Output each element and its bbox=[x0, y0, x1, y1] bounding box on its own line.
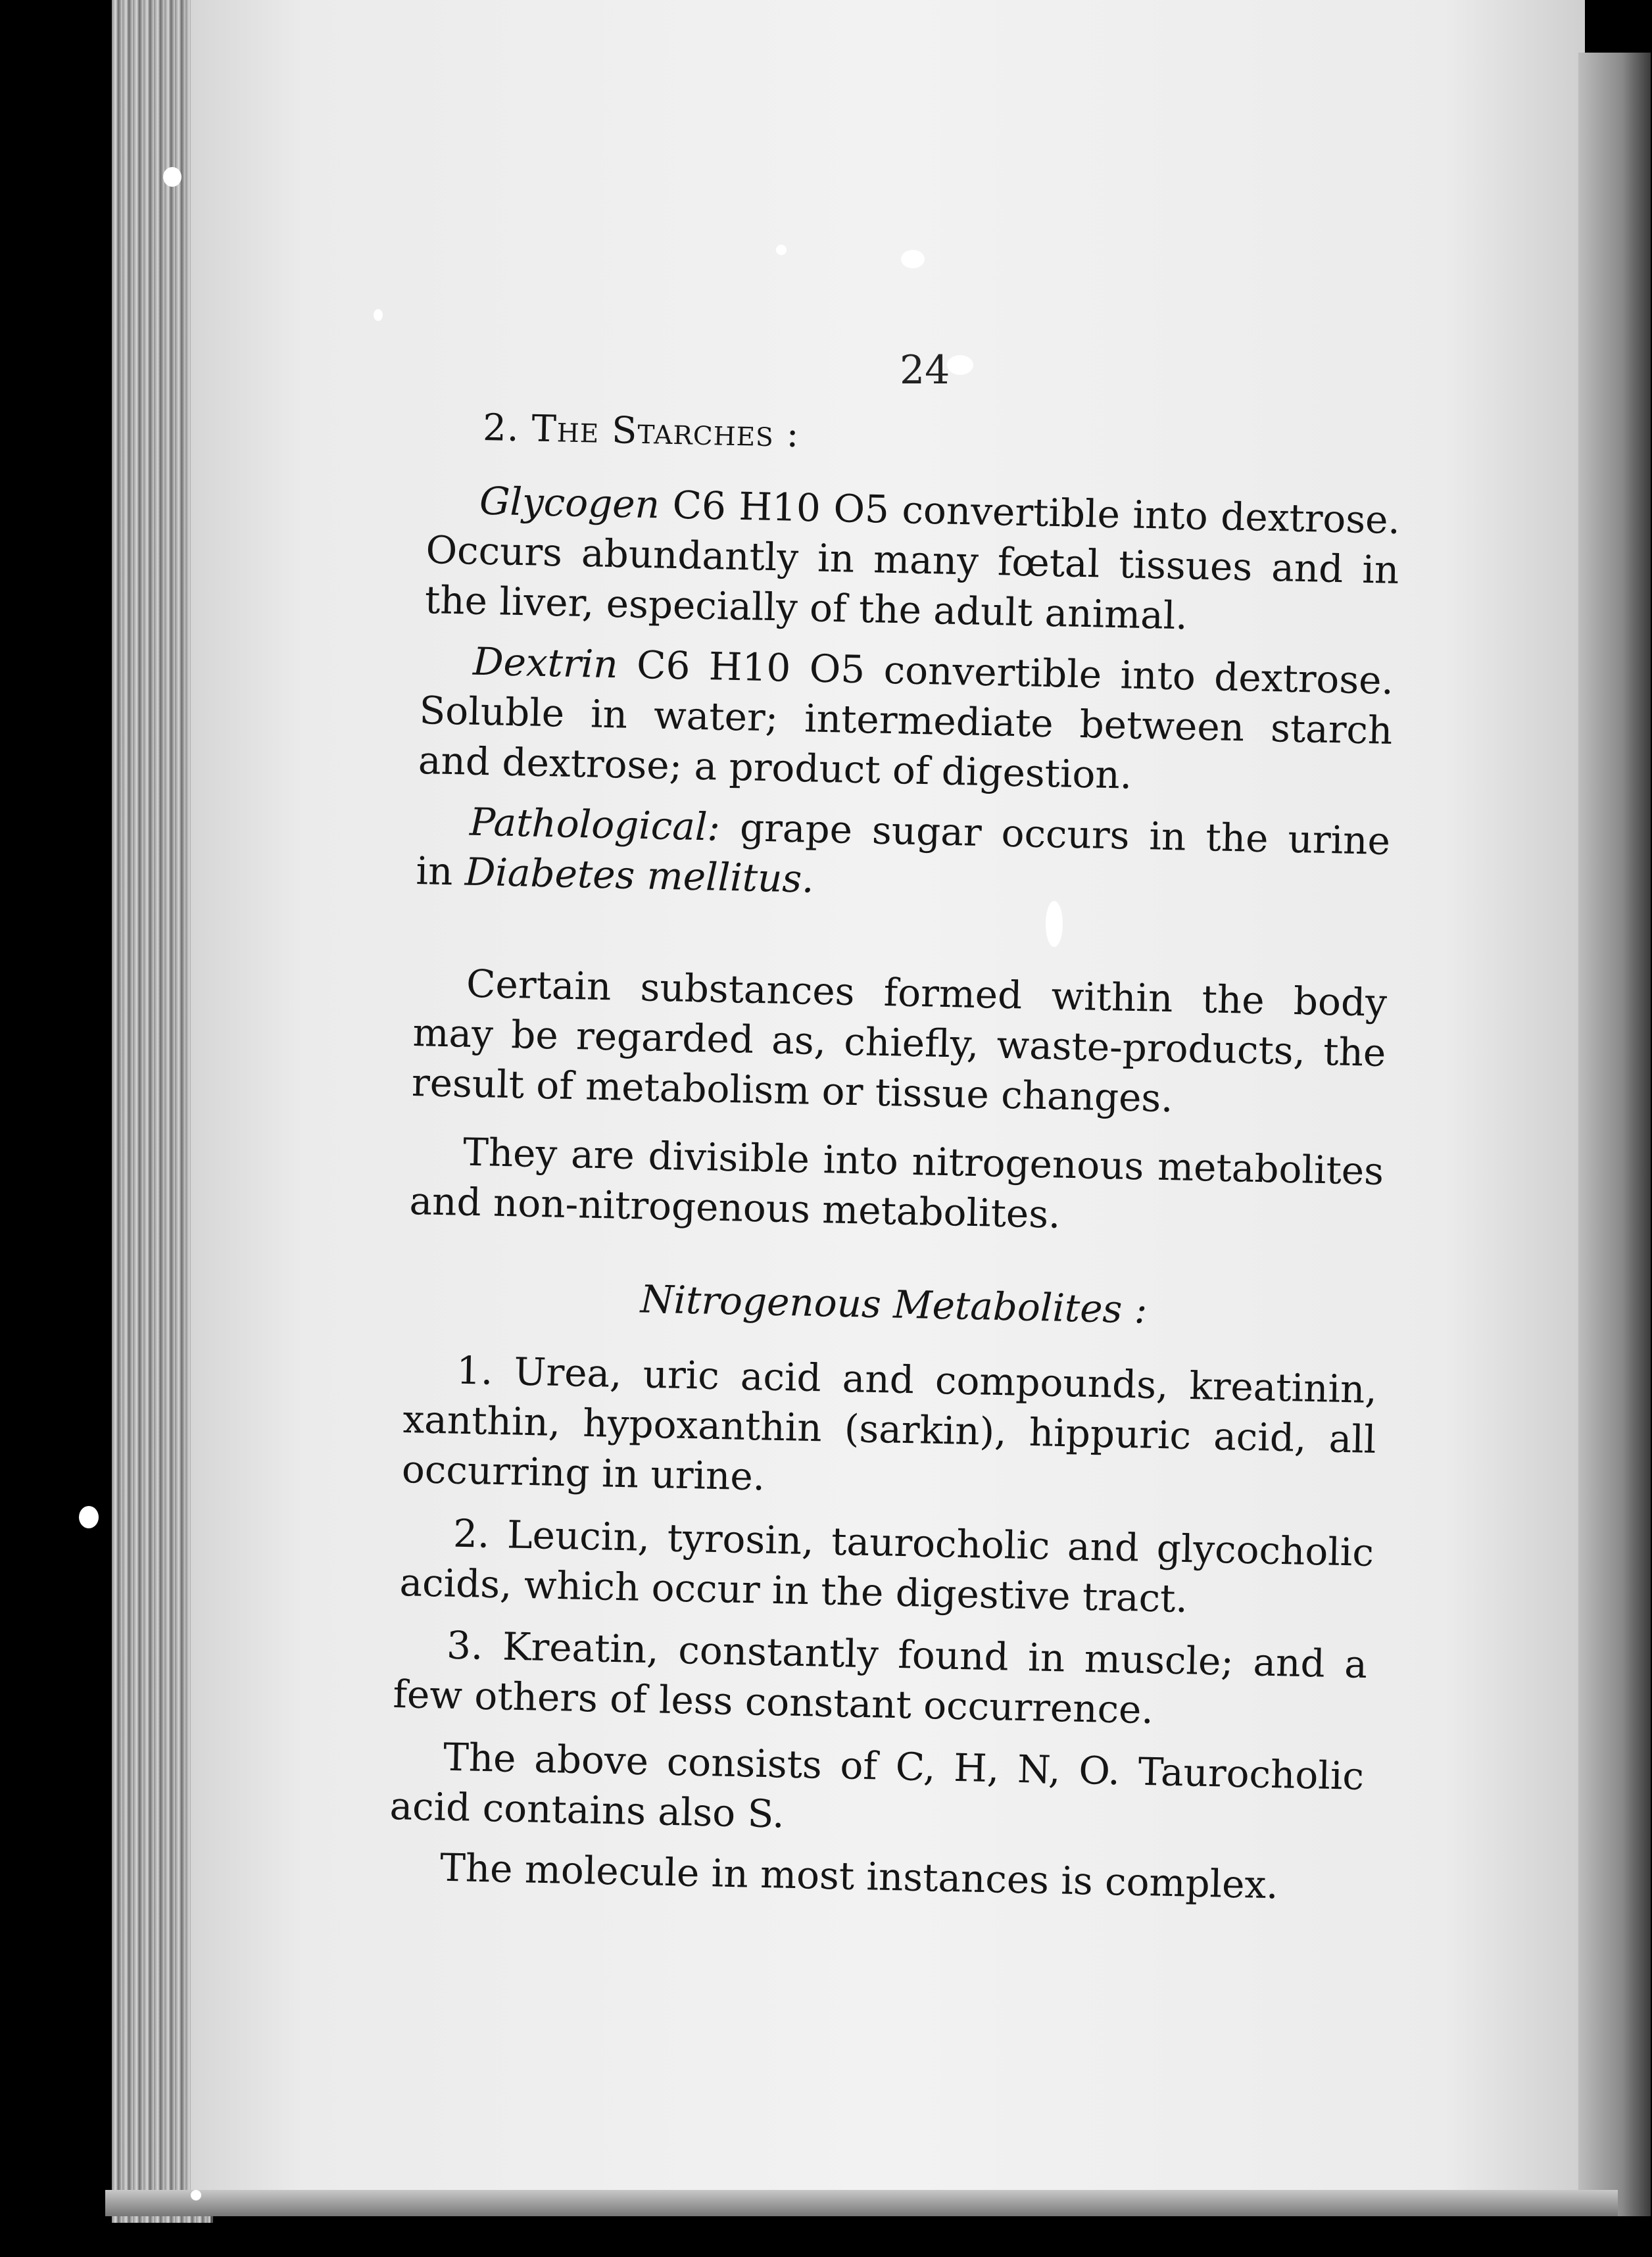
glycogen-term: Glycogen bbox=[479, 478, 660, 527]
divisible-text: They are divisible into nitrogenous metabolites and non-nitrogenous metabolites. bbox=[408, 1129, 1384, 1237]
page-gutter-shadow bbox=[1578, 53, 1651, 2216]
section-title: 2. The Starches : bbox=[482, 406, 800, 456]
waste-products-paragraph bbox=[411, 958, 1387, 1128]
dextrin-paragraph bbox=[418, 635, 1394, 806]
dextrin-text-rest: in water; intermediate between starch and dextrose; a product of digestion. bbox=[418, 691, 1393, 798]
molecule-text: The molecule in most instances is complex. bbox=[439, 1845, 1279, 1908]
glycogen-text-line1: convertible into dextrose. Occurs bbox=[425, 487, 1401, 575]
nitrogenous-item-3-block bbox=[393, 1619, 1368, 1739]
scan-speck bbox=[947, 355, 973, 375]
nitrogenous-item: 2. Leucin, tyrosin, taurocholic and glycocholic acids, which occur in the digestive tract. bbox=[399, 1511, 1374, 1622]
page-number: 24 bbox=[900, 347, 950, 393]
scan-speck bbox=[79, 1506, 99, 1528]
scan-speck bbox=[776, 245, 787, 255]
scan-speck bbox=[191, 2190, 201, 2200]
waste-products-text: Certain substances formed within the body may be regarded as, chiefly, waste-products, the result of metabolism or tissue changes. bbox=[411, 961, 1388, 1121]
pathological-term: Pathological: bbox=[469, 799, 721, 850]
dextrin-formula: C6 H10 O5 bbox=[636, 642, 865, 692]
pathological-text: grape sugar occurs in the urine in bbox=[415, 804, 1391, 894]
scan-speck bbox=[374, 309, 383, 321]
composition-text: The above consists of C, H, N, O. Taurocholic acid contains also S. bbox=[389, 1734, 1365, 1837]
pathological-disease: Diabetes mellitus. bbox=[464, 849, 815, 902]
glycogen-formula: C6 H10 O5 bbox=[671, 482, 890, 532]
nitrogenous-heading: Nitrogenous Metabolites : bbox=[640, 1276, 1148, 1332]
nitrogenous-item-1-block bbox=[401, 1344, 1377, 1515]
nitrogenous-item: 1. Urea, uric acid and compounds, kreatinin, xanthin, hypoxanthin (sarkin), hippuric acid, all occurring in urine. bbox=[401, 1347, 1378, 1499]
nitrogenous-item: 3. Kreatin, constantly found in muscle; and a few others of less constant occurrence. bbox=[392, 1622, 1368, 1733]
divisible-paragraph bbox=[409, 1126, 1384, 1246]
pathological-paragraph bbox=[416, 796, 1391, 916]
composition-paragraph bbox=[389, 1731, 1365, 1851]
dextrin-term: Dextrin bbox=[472, 639, 619, 687]
scan-speck bbox=[901, 250, 925, 268]
glycogen-text-rest: abundantly in many fœtal tissues and in the liver, especially of the adult animal. bbox=[424, 530, 1399, 639]
glycogen-paragraph bbox=[424, 475, 1400, 645]
dextrin-text-line1: convertible into dextrose. Soluble bbox=[418, 647, 1394, 736]
page-bottom-edge bbox=[105, 2190, 1618, 2216]
scan-speck bbox=[163, 167, 182, 187]
nitrogenous-item-2-block bbox=[399, 1507, 1374, 1628]
